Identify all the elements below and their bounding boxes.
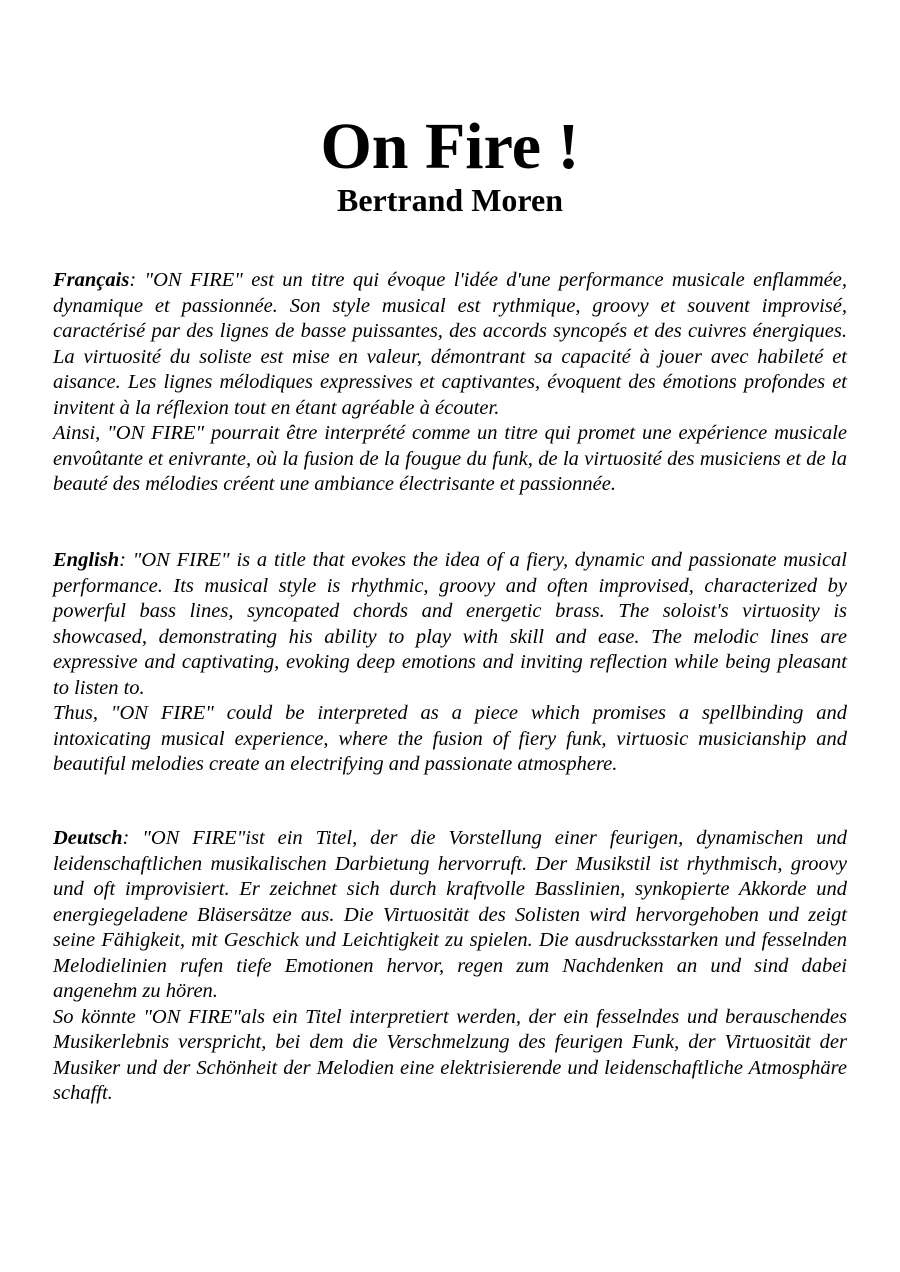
french-language-label: Français [53, 269, 130, 291]
english-language-label: English [53, 549, 120, 571]
english-paragraph-2: Thus, "ON FIRE" could be interpreted as a piece which promises a spellbinding and intoxicating musical experience, where the fusion of fiery funk, virtuosic musicianship and beautiful melodies create an electrifying and passionate atmosphere. [53, 702, 847, 775]
english-paragraph-1 [53, 548, 847, 701]
section-german [53, 826, 847, 1107]
section-english [53, 548, 847, 778]
french-paragraph-2: Ainsi, "ON FIRE" pourrait être interprété comme un titre qui promet une expérience musicale envoûtante et enivrante, où la fusion de la fougue du funk, de la virtuosité des musiciens et de la beauté des mélodies créent une ambiance électrisante et passionnée. [53, 422, 847, 495]
german-text-1: : "ON FIRE"ist ein Titel, der die Vorstellung einer feurigen, dynamischen und leidenschaftlichen musikalischen Darbietung hervorruft. Der Musikstil ist rhythmisch, groovy und oft improvisiert. Er zeichnet sich durch kraftvolle Basslinien, synkopierte Akkorde und energiegeladene Bläsersätze aus. Die Virtuosität des Solisten wird hervorgehoben und zeigt seine Fähigkeit, mit Geschick und Leichtigkeit zu spielen. Die ausdrucksstarken und fesselnden Melodielinien rufen tiefe Emotionen hervor, regen zum Nachdenken an und sind dabei angenehm zu hören. [53, 827, 847, 1002]
english-text-1: : "ON FIRE" is a title that evokes the idea of a fiery, dynamic and passionate musical performance. Its musical style is rhythmic, groovy and often improvised, characterized by powerful bass lines, syncopated chords and energetic brass. The soloist's virtuosity is showcased, demonstrating his ability to play with skill and ease. The melodic lines are expressive and captivating, evoking deep emotions and inviting reflection while being pleasant to listen to. [53, 549, 847, 699]
author-name: Bertrand Moren [336, 182, 564, 218]
french-paragraph-1 [53, 268, 847, 421]
german-paragraph-1 [53, 826, 847, 1005]
section-french [53, 268, 847, 498]
page-title: On Fire ! [320, 110, 580, 183]
german-language-label: Deutsch [53, 827, 123, 849]
german-paragraph-2: So könnte "ON FIRE"als ein Titel interpretiert werden, der ein fesselndes und berauschendes Musikerlebnis verspricht, bei dem die Verschmelzung des feurigen Funk, der Virtuosität der Musiker und der Schönheit der Melodien eine elektrisierende und leidenschaftliche Atmosphäre schafft. [53, 1005, 847, 1104]
french-text-1: : "ON FIRE" est un titre qui évoque l'idée d'une performance musicale enflammée, dynamique et passionnée. Son style musical est rythmique, groovy et souvent improvisé, caractérisé par des lignes de basse puissantes, des accords syncopés et des cuivres énergiques. La virtuosité du soliste est mise en valeur, démontrant sa capacité à jouer avec habileté et aisance. Les lignes mélodiques expressives et captivantes, évoquent des émotions profondes et invitent à la réflexion tout en étant agréable à écouter. [53, 269, 847, 419]
